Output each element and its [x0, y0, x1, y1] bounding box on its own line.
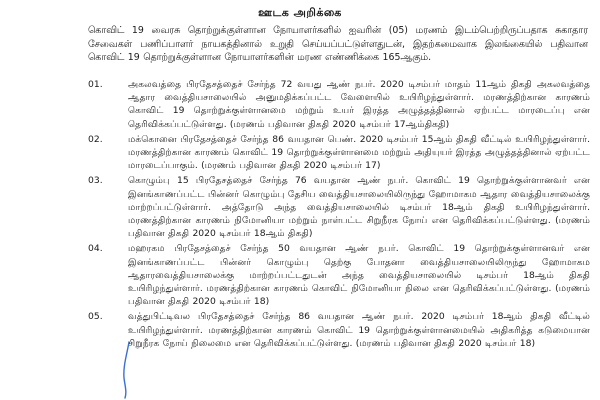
item-number: 05.: [88, 311, 103, 323]
list-item: [88, 78, 590, 131]
list-item: [88, 310, 590, 350]
list-item: [88, 174, 590, 240]
item-number: 03.: [88, 175, 103, 187]
item-text: மஹரகம பிரதேசத்தைச் சேர்ந்த 50 வயதான ஆண் நபர். கொவிட் 19 தொற்றுக்குள்ளானவர் என இனங்காணப்பட்ட பின்னர் கொழும்பு தெற்கு போதனா வைத்தியசாலையிலிருந்து ஹோமாகம ஆதாரவைத்தியசாலைக்கு மாற்றப்பட்டதுடன் அந்த வைத்தியசாலையில் டிசம்பர் 18ஆம் திகதி உயிரிழந்துள்ளார். மரணத்திற்கான காரணம் கொவிட் நிமோனியா நிலை என தெரிவிக்கப்பட்டுள்ளது. (மரணம் பதிவான திகதி 2020 டிசம்பர் 18): [128, 243, 590, 308]
pen-mark-icon: [115, 340, 139, 400]
list-item: [88, 242, 590, 308]
list-item: [88, 133, 590, 173]
intro-paragraph: கொவிட் 19 வைரசு தொற்றுக்குள்ளான நோயாளர்களில் ஐவரின் (05) மரணம் இடம்பெற்றிருப்பதாக சுகாதார சேவைகள் பணிப்பாளர் நாயகத்தினால் உறுதி செய்யப்பட்டுள்ளதுடன், இதற்கமைவாக இலங்கையில் பதிவான கொவிட் 19 தொற்றுக்குள்ளான நோயாளர்களின் மரண எண்ணிக்கை 165ஆகும்.: [88, 25, 588, 64]
death-report-list: [88, 78, 590, 352]
page-title: ஊடக அறிக்கை: [258, 6, 342, 19]
item-text: அகலவத்தை பிரதேசத்தைச் சேர்ந்த 72 வயது ஆண் நபர். 2020 டிசம்பர் மாதம் 11ஆம் திகதி அகலவத்தை ஆதார வைத்தியசாலையில் அனுமதிக்கப்பட்ட வேளையில் உயிரிழந்துள்ளார். மரணத்திற்கான காரணம் கொவிட் 19 தொற்றுக்குள்ளானமை மற்றும் உயர் இரத்த அழுத்தத்தினால் ஏற்பட்ட மாரடைப்பு என தெரிவிக்கப்பட்டுள்ளது. (மரணம் பதிவான திகதி 2020 டிசம்பர் 17ஆம்திகதி): [128, 79, 590, 130]
item-number: 04.: [88, 243, 103, 255]
item-text: வத்துபிட்டிவல பிரதேசத்தைச் சேர்ந்த 86 வயதான ஆண் நபர். 2020 டிசம்பர் 18ஆம் திகதி வீட்டில் உயிரிழந்துள்ளார். மரணத்திற்கான காரணம் கொவிட் 19 தொற்றுக்குள்ளானமையில் அதிகரித்த கடுமையான சிறுநீரக நோய் நிலைமை என தெரிவிக்கப்பட்டுள்ளது. (மரணம் பதிவான திகதி 2020 டிசம்பர் 18): [128, 311, 590, 349]
item-number: 01.: [88, 79, 103, 90]
item-number: 02.: [88, 133, 103, 145]
item-text: கொழும்பு 15 பிரதேசத்தைச் சேர்ந்த 76 வயதான ஆண் நபர். கொவிட் 19 தொற்றுக்குள்ளானவர் என இனங்காணப்பட்ட பின்னர் கொழும்பு தேசிய வைத்தியசாலையிலிருந்து ஹோமாகம ஆதார வைத்தியசாலைக்கு மாற்றப்பட்டுள்ளார். அத்தோடு அந்த வைத்தியசாலையில் டிசம்பர் 18ஆம் திகதி உயிரிழந்துள்ளார். மரணத்திற்கான காரணம் நிமோனியா மற்றும் நாள்பட்ட சிறுநீரக நோய் என தெரிவிக்கப்பட்டுள்ளது. (மரணம் பதிவான திகதி 2020 டிசம்பர் 18ஆம் திகதி): [128, 175, 590, 240]
item-text: மக்கொனை பிரதேசத்தைச் சேர்ந்த 86 வயதான பெண். 2020 டிசம்பர் 15ஆம் திகதி வீட்டில் உயிரிழந்துள்ளார். மரணத்திற்கான காரணம் கொவிட் 19 தொற்றுக்குள்ளானமை மற்றும் அதியுயர் இரத்த அழுத்தத்தினால் ஏற்பட்ட மாரடைப்பாகும். (மரணம் பதிவான திகதி 2020 டிசம்பர் 17): [128, 133, 590, 172]
